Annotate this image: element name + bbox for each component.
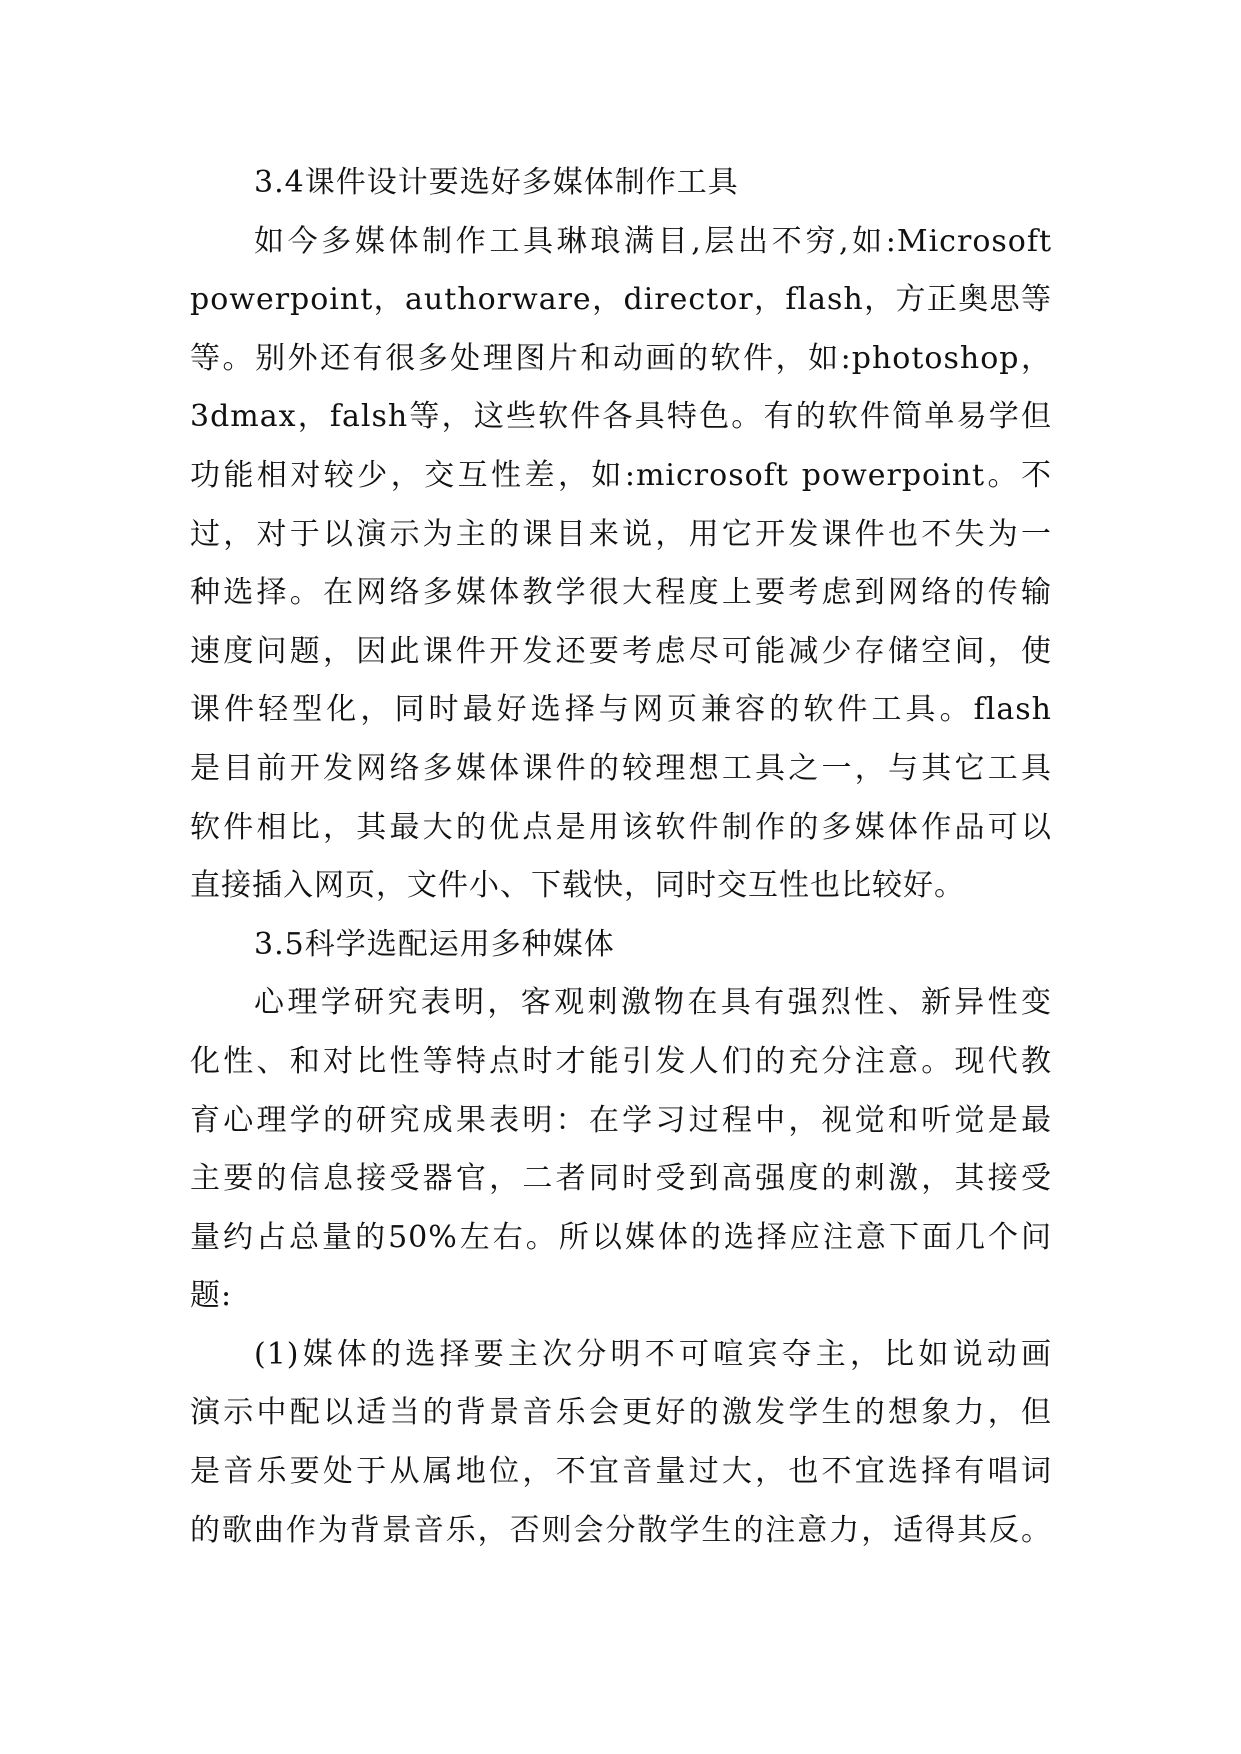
paragraph-line: 速度问题，因此课件开发还要考虑尽可能减少存储空间，使: [190, 633, 1052, 669]
section-heading: 3.5科学选配运用多种媒体: [254, 926, 615, 962]
document-body: [190, 154, 1052, 1560]
section-heading: 3.4课件设计要选好多媒体制作工具: [254, 165, 739, 200]
paragraph-line: 课件轻型化，同时最好选择与网页兼容的软件工具。flash: [190, 692, 1052, 728]
paragraph-line: 心理学研究表明，客观刺激物在具有强烈性、新异性变: [254, 985, 1052, 1021]
paragraph-line: 演示中配以适当的背景音乐会更好的激发学生的想象力，但: [190, 1395, 1052, 1431]
paragraph-line: 如今多媒体制作工具琳琅满目,层出不穷,如:Microsoft: [254, 223, 1052, 259]
paragraph-line: powerpoint，authorware，director，flash，方正奥思等: [190, 282, 1052, 318]
paragraph-line: 化性、和对比性等特点时才能引发人们的充分注意。现代教: [190, 1043, 1052, 1079]
paragraph-line: 3dmax，falsh等，这些软件各具特色。有的软件简单易学但: [190, 399, 1052, 435]
paragraph-line: 主要的信息接受器官，二者同时受到高强度的刺激，其接受: [190, 1161, 1052, 1197]
paragraph-line: 功能相对较少，交互性差，如:microsoft powerpoint。不: [190, 457, 1052, 493]
paragraph-line: (1)媒体的选择要主次分明不可喧宾夺主，比如说动画: [254, 1336, 1052, 1372]
paragraph-line: 量约占总量的50%左右。所以媒体的选择应注意下面几个问: [190, 1219, 1052, 1255]
paragraph-line: 种选择。在网络多媒体教学很大程度上要考虑到网络的传输: [190, 575, 1052, 611]
paragraph-line: 育心理学的研究成果表明：在学习过程中，视觉和听觉是最: [190, 1102, 1052, 1138]
paragraph-line: 等。别外还有很多处理图片和动画的软件，如:photoshop，: [190, 340, 1052, 376]
paragraph-line: 是音乐要处于从属地位，不宜音量过大，也不宜选择有唱词: [190, 1454, 1052, 1490]
paragraph-line: 题:: [190, 1278, 233, 1314]
paragraph-line: 直接插入网页，文件小、下载快，同时交互性也比较好。: [190, 868, 965, 904]
paragraph-line: 过，对于以演示为主的课目来说，用它开发课件也不失为一: [190, 516, 1052, 552]
paragraph-line: 的歌曲作为背景音乐，否则会分散学生的注意力，适得其反。: [190, 1512, 1052, 1548]
paragraph-line: 是目前开发网络多媒体课件的较理想工具之一，与其它工具: [190, 750, 1052, 786]
paragraph-line: 软件相比，其最大的优点是用该软件制作的多媒体作品可以: [190, 809, 1052, 845]
